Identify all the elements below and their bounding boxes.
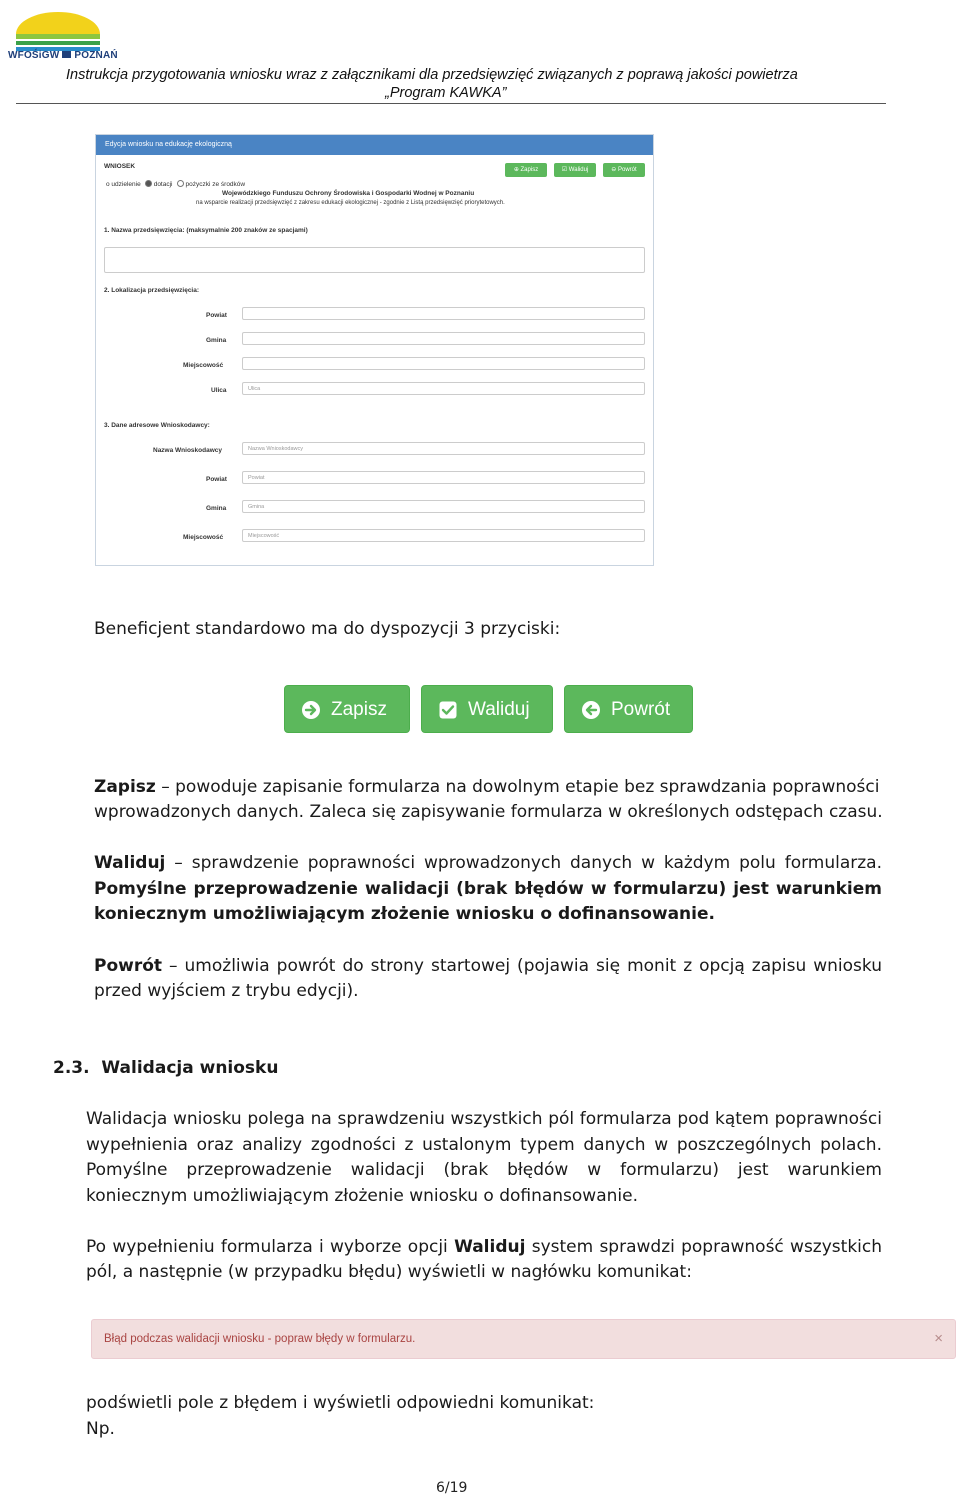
grant-type-row: o udzielenie dotacji pożyczki ze środków <box>106 181 246 188</box>
mini-save-button: ⊕ Zapisz <box>505 163 547 177</box>
fund-subtitle: na wsparcie realizacji przedsięwzięć z zakresu edukacji ekologicznej - zgodnie z Listą przedsięwzięć priorytetowych. <box>196 200 505 206</box>
arrow-left-circle-icon <box>581 700 601 720</box>
loc-ulica-input: Ulica <box>242 382 645 395</box>
addr-gmina-input: Gmina <box>242 500 645 513</box>
section-p1-line3: Pomyślne przeprowadzenie walidacji (brak błędów w formularzu) jest warunkiem <box>86 1160 882 1180</box>
loc-label-ulica: Ulica <box>211 387 227 394</box>
powrot-desc-line1: Powrót – umożliwia powrót do strony startowej (pojawia się monit z opcją zapisu wniosku <box>94 956 883 976</box>
addr-label-miejscowosc: Miejscowość <box>183 534 224 541</box>
question-1: 1. Nazwa przedsięwzięcia: (maksymalnie 200 znaków ze spacjami) <box>104 227 308 234</box>
addr-powiat-input: Powiat <box>242 471 645 484</box>
section-p1-line1: Walidacja wniosku polega na sprawdzeniu wszystkich pól formularza pod kątem poprawności <box>86 1109 882 1129</box>
loc-gmina-input <box>242 332 645 345</box>
loc-label-miejscowosc: Miejscowość <box>183 362 224 369</box>
validation-error-alert <box>91 1319 956 1359</box>
section-p2-line1: Po wypełnieniu formularza i wyborze opcji Waliduj system sprawdzi poprawność wszystkich <box>86 1237 883 1257</box>
zapisz-desc-line2: wprowadzonych danych. Zaleca się zapisywanie formularza w określonych odstępach czasu. <box>94 802 883 822</box>
waliduj-desc-line1: Waliduj – sprawdzenie poprawności wprowadzonych danych w każdym polu formularza. <box>94 853 882 873</box>
close-icon[interactable]: × <box>934 1330 943 1347</box>
fund-name: Wojewódzkiego Funduszu Ochrony Środowiska i Gospodarki Wodnej w Poznaniu <box>222 190 475 197</box>
addr-name-input: Nazwa Wnioskodawcy <box>242 442 645 455</box>
waliduj-desc-line2: Pomyślne przeprowadzenie walidacji (brak błędów w formularzu) jest warunkiem <box>94 879 882 899</box>
arrow-right-circle-icon <box>301 700 321 720</box>
project-name-textarea <box>104 247 645 273</box>
checkbox-icon <box>438 700 458 720</box>
question-2: 2. Lokalizacja przedsięwzięcia: <box>104 287 200 294</box>
mini-back-button: ⊖ Powrót <box>603 163 645 177</box>
header-title: Instrukcja przygotowania wniosku wraz z załącznikami dla przedsięwzięć związanych z poprawą jakości powietrza <box>66 67 798 83</box>
question-3: 3. Dane adresowe Wnioskodawcy: <box>104 422 210 429</box>
back-button[interactable]: Powrót <box>564 685 693 733</box>
zapisz-desc-line1: Zapisz – powoduje zapisanie formularza na dowolnym etapie bez sprawdzania poprawności <box>94 777 880 797</box>
after-alert-line2: Np. <box>86 1419 115 1439</box>
powrot-desc-line2: przed wyjściem z trybu edycji). <box>94 981 359 1001</box>
form-screenshot <box>95 134 654 566</box>
save-button[interactable]: Zapisz <box>284 685 410 733</box>
addr-miejscowosc-input: Miejscowość <box>242 529 645 542</box>
section-p1-line4: koniecznym umożliwiającym złożenie wniosku o dofinansowanie. <box>86 1186 638 1206</box>
addr-label-gmina: Gmina <box>206 505 227 512</box>
addr-label-name: Nazwa Wnioskodawcy <box>153 447 222 454</box>
mini-validate-button: ☑ Waliduj <box>554 163 596 177</box>
loc-miejscowosc-input <box>242 357 645 370</box>
loc-powiat-input <box>242 307 645 320</box>
validate-button[interactable]: Waliduj <box>421 685 553 733</box>
intro-text: Beneficjent standardowo ma do dyspozycji 3 przyciski: <box>94 619 561 639</box>
alert-message: Błąd podczas walidacji wniosku - popraw błędy w formularzu. <box>104 1333 416 1345</box>
logo-wordmark: WFOŚiGW POZNAŃ <box>8 50 118 61</box>
page-number: 6/19 <box>436 1480 468 1496</box>
header-divider <box>16 103 886 104</box>
form-section-label: WNIOSEK <box>104 163 136 170</box>
loc-label-gmina: Gmina <box>206 337 227 344</box>
header-program-name: „Program KAWKA” <box>385 85 507 101</box>
after-alert-line1: podświetli pole z błędem i wyświetli odpowiedni komunikat: <box>86 1393 595 1413</box>
section-heading: 2.3. Walidacja wniosku <box>53 1058 279 1078</box>
section-p1-line2: wypełnienia oraz analizy zgodności z ustalonym typem danych w poszczególnych polach. <box>86 1135 882 1155</box>
form-panel-title: Edycja wniosku na edukację ekologiczną <box>96 135 653 155</box>
section-p2-line2: pól, a następnie (w przypadku błędu) wyświetli w nagłówku komunikat: <box>86 1262 692 1282</box>
waliduj-desc-line3: koniecznym umożliwiającym złożenie wniosku o dofinansowanie. <box>94 904 715 924</box>
addr-label-powiat: Powiat <box>206 476 227 483</box>
loc-label-powiat: Powiat <box>206 312 227 319</box>
